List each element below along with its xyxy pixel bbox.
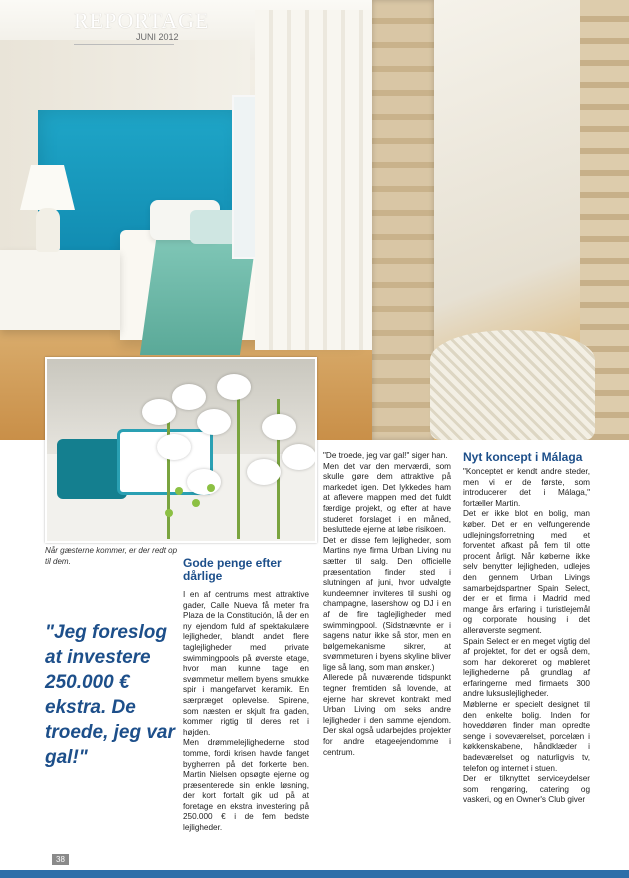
footer-bar — [0, 870, 629, 878]
photo-caption: Når gæsterne kommer, er der redt op til dem. — [45, 546, 178, 566]
orchid-photo — [45, 357, 317, 543]
mirror-frame — [372, 0, 434, 440]
article-column-3 — [463, 467, 590, 806]
paragraph: I en af centrums mest attraktive gader, Calle Nueva få meter fra Plaza de la Constitución, lå der en ny ejendom fuld af spektakulære lejligheder, blandt andet flere taglejligheder med private swimmingpools på øverste etage, hvor man kunne tage en svømmetur mellem byens smukke spir i mangefarvet keramik. En særpræget oplevelse. Spirene, som næsten er skjult fra gaden, kommer rigtig til deres ret i højden. — [183, 590, 309, 737]
article-column-2 — [323, 451, 451, 758]
paragraph: Der er tilknyttet serviceydelser som rengøring, catering og vaskeri, og en Owner's Club giver — [463, 774, 590, 805]
page-number: 38 — [52, 854, 69, 865]
paragraph: Allerede på nuværende tidspunkt tegner fremtiden så lovende, at ejerne har skrevet kontrakt med Urban Living om seks andre lejligheder i den samme ejendom. Der skal også udarbejdes projekter for andre etageejendomme i centrum. — [323, 673, 451, 757]
pull-quote: "Jeg foreslog at investere 250.000 € ekstra. De troede, jeg var gal!" — [45, 622, 175, 768]
section-title: REPORTAGE — [74, 8, 210, 33]
paragraph: Men drømmelejlighederne stod tomme, fordi krisen havde fanget bygherren på det forkerte ben. Martin Nielsen opsøgte ejerne og præsenterede sin enkle løsning, der kort fortalt gik ud på at foretage en ekstra investering på 250.000 € i de fem bedste lejligheder. — [183, 738, 309, 833]
curtain — [255, 10, 390, 350]
paragraph: Møblerne er specielt designet til den enkelte bolig. Inden for hoveddøren finder man opredte senge i soveværelset, porcelæn i køkkenskabene, håndklæder i badeværelset og naturligvis tv, telefon og internet i stuen. — [463, 700, 590, 773]
paragraph: "Konceptet er kendt andre steder, men vi er de første, som introducerer det i Málaga," fortæller Martin. — [463, 467, 590, 508]
paragraph: Men det var den merværdi, som skulle gøre dem attraktive på markedet igen. Det lykkedes ham at aflevere mappen med det fuldt færdige projekt, og efter at have studeret forslaget i en måned, besluttede ejerne at løbe risikoen. — [323, 461, 451, 535]
section-heading-gode-penge: Gode penge efter dårlige — [183, 556, 282, 583]
paragraph: "De troede, jeg var gal!" siger han. — [323, 451, 448, 460]
paragraph: Spain Select er en meget vigtig del af projektet, for det er også dem, som har dekoreret og møbleret lejlighederne på grundlag af erfaringerne med firmaets 300 andre luksuslejligheder. — [463, 636, 590, 699]
paragraph: Det er ikke blot en bolig, man køber. Det er en velfungerende udlejningsforretning med et forventet afkast på fem til otte procent årligt. Når køberne ikke selv benytter lejligheden, udlejes den gennem Urban Livings samarbejdspartner Spain Select, der er et firma i Madrid med mange års erfaring i turistlejemål og corporate housing i det allerøverste segment. — [463, 509, 590, 635]
section-heading-nyt-koncept: Nyt koncept i Málaga — [463, 450, 583, 464]
nightstand — [0, 250, 120, 330]
article-column-1 — [183, 590, 309, 834]
issue-date: JUNI 2012 — [136, 32, 179, 42]
page-header — [74, 8, 210, 42]
paragraph: Det er disse fem lejligheder, som Martins nye firma Urban Living nu sætter til salg. Den officielle præsentation finder sted i slutningen af juni, hvor udvalgte kundeemner inviteres til sushi og champagne, lasershow og DJ i en af de fire taglejligheder med swimmingpool. (Sidstnævnte er i sagens natur ikke så stor, men en bølgemekanisme sikrer, at svømmeturen i byens skyline bliver lige så lang, som man ønsker.) — [323, 535, 451, 672]
wicker-basket — [430, 330, 595, 440]
